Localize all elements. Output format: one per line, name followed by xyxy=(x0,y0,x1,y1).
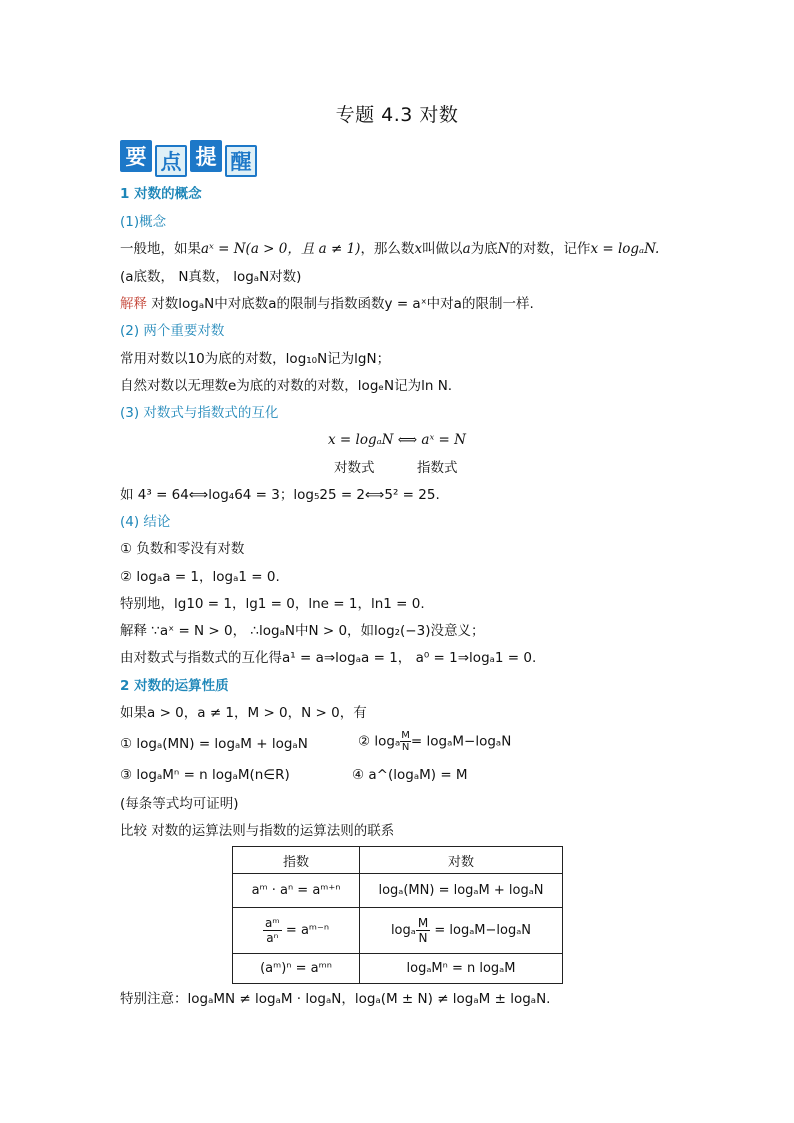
def-text-e: 的对数，记作 xyxy=(509,241,591,257)
compare-label: 比较 xyxy=(120,823,147,839)
banner-char-1: 要 xyxy=(120,140,152,172)
fraction-numerator: M xyxy=(417,916,429,930)
def-x: x xyxy=(414,241,423,257)
compare-text: 对数的运算法则与指数的运算法则的联系 xyxy=(151,823,395,839)
definition-line xyxy=(120,240,659,258)
comparison-table xyxy=(232,846,563,984)
table-row xyxy=(233,954,563,984)
property-4: ④ a^(logₐM) = M xyxy=(352,767,468,783)
property-2-pre: ② logₐ xyxy=(358,733,401,750)
fraction-denominator: aⁿ xyxy=(266,931,279,945)
note-label: 解释 xyxy=(120,296,147,312)
equivalence-formula: x = logₐN ⟺ aˣ = N xyxy=(328,432,466,448)
conversion-example: 如 4³ = 64⟺log₄64 = 3；log₅25 = 2⟺5² = 25. xyxy=(120,487,440,503)
header-logarithm: 对数 xyxy=(360,847,563,874)
cell-log-quotient xyxy=(360,908,563,954)
subheading-concept: (1)概念 xyxy=(120,214,167,230)
cell-exp-quotient xyxy=(233,908,360,954)
label-log-form: 对数式 xyxy=(334,460,375,476)
log-quotient-pre: logₐ xyxy=(390,923,416,938)
cell-exp-power: (aᵐ)ⁿ = aᵐⁿ xyxy=(233,954,360,984)
section-1-heading: 1 对数的概念 xyxy=(120,186,202,202)
property-3: ③ logₐMⁿ = n logₐM(n∈R) xyxy=(120,767,290,783)
def-formula: x = logₐN. xyxy=(590,241,660,257)
def-text-a: 一般地，如果 xyxy=(120,241,201,257)
cell-log-product: logₐ(MN) = logₐM + logₐN xyxy=(360,874,563,908)
special-values: 特别地，lg10 = 1，lg1 = 0，lne = 1，ln1 = 0. xyxy=(120,596,425,612)
subheading-conversion: (3) 对数式与指数式的互化 xyxy=(120,405,279,421)
conditions: 如果a > 0，a ≠ 1，M > 0，N > 0，有 xyxy=(120,705,367,721)
def-N: N xyxy=(497,241,510,257)
common-log: 常用对数以10为底的对数，log₁₀N记为lgN； xyxy=(120,351,391,367)
key-points-banner xyxy=(120,140,257,174)
log-quotient-result: = logₐM−logₐN xyxy=(434,923,532,938)
cell-log-power: logₐMⁿ = n logₐM xyxy=(360,954,563,984)
def-text-c: 叫做以 xyxy=(422,241,463,257)
section-2-heading: 2 对数的运算性质 xyxy=(120,678,229,694)
def-text-b: ，那么数 xyxy=(360,241,415,257)
natural-log: 自然对数以无理数e为底的对数的对数，logₑN记为ln N. xyxy=(120,378,453,394)
page-title: 专题 4.3 对数 xyxy=(335,104,459,126)
explanation-derivation: 由对数式与指数式的互化得a¹ = a⇒logₐa = 1， a⁰ = 1⇒logₐ1 = 0. xyxy=(120,650,537,666)
def-a: a xyxy=(462,241,471,257)
fraction-denominator: N xyxy=(418,931,428,945)
table-header-row xyxy=(233,847,563,874)
fraction-denominator: N xyxy=(401,742,410,753)
table-row xyxy=(233,874,563,908)
fraction-numerator: aᵐ xyxy=(264,916,280,930)
banner-char-2: 点 xyxy=(155,145,187,177)
explanation-text: ∵aˣ = N > 0， ∴logₐN中N > 0，如log₂(−3)没意义； xyxy=(151,623,485,639)
def-equation: aˣ = N(a > 0，且 a ≠ 1) xyxy=(201,241,361,257)
explanation-line xyxy=(120,622,484,640)
fraction-numerator: M xyxy=(401,730,410,741)
banner-char-4: 醒 xyxy=(225,145,257,177)
compare-line xyxy=(120,822,394,840)
definition-parts: (a底数， N真数， logₐN对数) xyxy=(120,269,302,285)
header-exponent: 指数 xyxy=(233,847,360,874)
note-text: 对数logₐN中对底数a的限制与指数函数y = aˣ中对a的限制一样. xyxy=(151,296,534,312)
property-1: ① logₐ(MN) = logₐM + logₐN xyxy=(120,736,308,752)
property-2-post: = logₐM−logₐN xyxy=(410,733,512,750)
label-exp-form: 指数式 xyxy=(417,460,458,476)
table-row xyxy=(233,908,563,954)
proof-note: (每条等式均可证明) xyxy=(120,796,239,812)
exp-quotient-fraction xyxy=(263,916,282,945)
subheading-conclusion: (4) 结论 xyxy=(120,514,171,530)
attention-note: 特别注意：logₐMN ≠ logₐM · logₐN，logₐ(M ± N) ≠ logₐM ± logₐN. xyxy=(120,991,551,1007)
conclusion-1: ① 负数和零没有对数 xyxy=(120,541,245,557)
property-2 xyxy=(358,730,511,753)
explanation-label: 解释 xyxy=(120,623,147,639)
banner-char-3: 提 xyxy=(190,140,222,172)
subheading-two-logs: (2) 两个重要对数 xyxy=(120,323,225,339)
note-line xyxy=(120,295,534,313)
exp-quotient-result: = aᵐ⁻ⁿ xyxy=(285,923,330,938)
property-2-fraction xyxy=(400,730,411,753)
conclusion-2: ② logₐa = 1，logₐ1 = 0. xyxy=(120,569,280,585)
def-text-d: 为底 xyxy=(470,241,498,257)
log-quotient-fraction xyxy=(416,916,430,945)
cell-exp-product: aᵐ · aⁿ = aᵐ⁺ⁿ xyxy=(233,874,360,908)
